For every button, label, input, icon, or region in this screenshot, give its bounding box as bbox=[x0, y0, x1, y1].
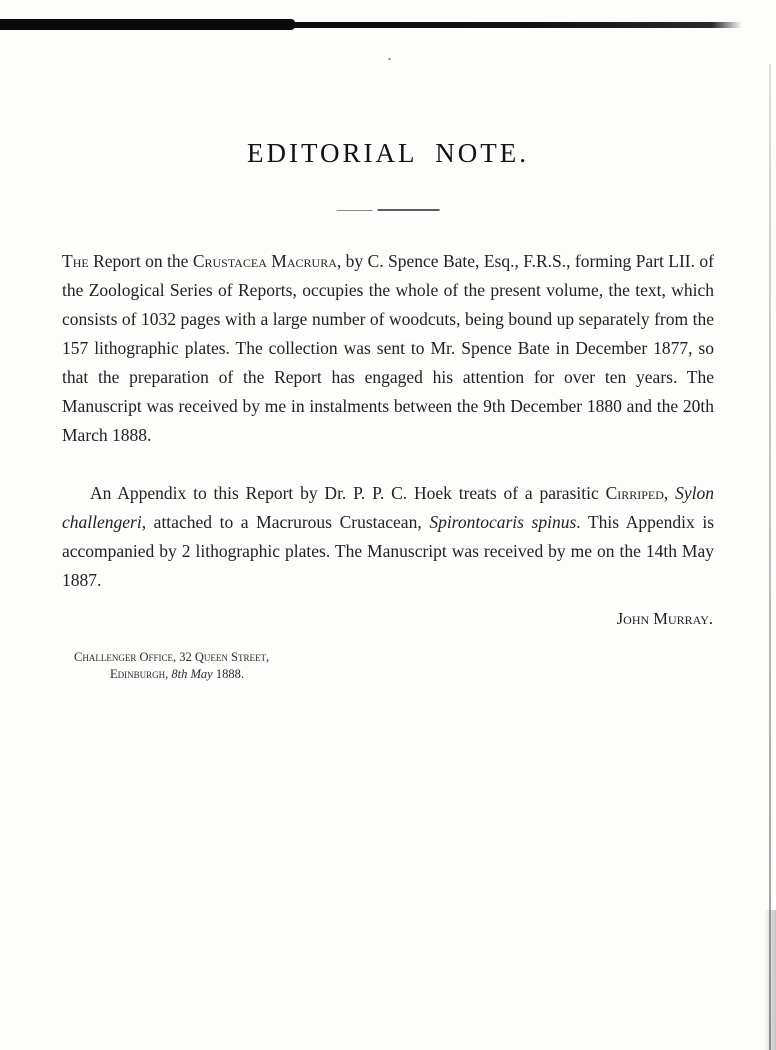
paragraph-2-text: An Appendix to this Report by Dr. P. P. C. Hoek treats of a parasitic bbox=[90, 483, 606, 503]
paragraph-2-text: , attached to a Macrurous Crustacean, bbox=[141, 512, 430, 532]
italic-species-spirontocaris-spinus: Spirontocaris spinus bbox=[429, 512, 577, 532]
signature-name: John Murray. bbox=[616, 609, 713, 628]
paragraph-1-lead-smallcaps: The bbox=[62, 251, 89, 271]
imprint-year: 1888. bbox=[212, 667, 244, 681]
scan-artifact-right-edge bbox=[769, 64, 771, 1050]
paragraph-1-text: Report on the bbox=[88, 251, 193, 271]
signature bbox=[617, 609, 713, 629]
rule-segment-thick bbox=[378, 209, 440, 211]
paragraph-2 bbox=[62, 479, 714, 595]
page-title: EDITORIAL NOTE. bbox=[247, 138, 529, 168]
imprint-line-1 bbox=[74, 649, 269, 666]
smallcaps-cirriped: Cirriped bbox=[605, 483, 664, 503]
imprint-date-italic: 8th May bbox=[171, 667, 213, 681]
imprint-place: Edinburgh, bbox=[110, 667, 172, 681]
scan-artifact-corner-smudge bbox=[764, 910, 776, 1050]
imprint bbox=[74, 649, 269, 683]
imprint-line-2 bbox=[74, 666, 269, 683]
scan-speck bbox=[388, 58, 391, 60]
paragraph-1-text: , by C. Spence Bate, Esq., F.R.S., forming Part LII. of the Zoological Series of Reports, occupies the whole of the present volume, the text, which consists of 1032 pages with a large number of woodcuts, being bound up separately from the 157 lithographic plates. The collection was sent to Mr. Spence Bate in December 1877, so that the preparation of the Report has engaged his attention for over ten years. The Manuscript was received by me in instalments between the 9th December 1880 and the 20th March 1888. bbox=[62, 251, 714, 445]
imprint-address: Challenger Office, 32 Queen Street, bbox=[74, 650, 270, 664]
paragraph-2-text: . This Appendix is accompanied by 2 lithographic plates. The Manuscript was received by me on the 14th May 1887. bbox=[62, 512, 715, 590]
italic-species-sylon-challengeri: Sylon challengeri bbox=[62, 483, 714, 532]
paragraph-1 bbox=[62, 247, 714, 450]
scan-artifact-top-left bbox=[0, 19, 295, 30]
paragraph-2-text: , bbox=[663, 483, 676, 503]
ornamental-rule bbox=[337, 209, 440, 211]
smallcaps-crustacea-macrura: Crustacea Macrura bbox=[192, 251, 337, 271]
rule-segment-thin bbox=[337, 210, 373, 211]
